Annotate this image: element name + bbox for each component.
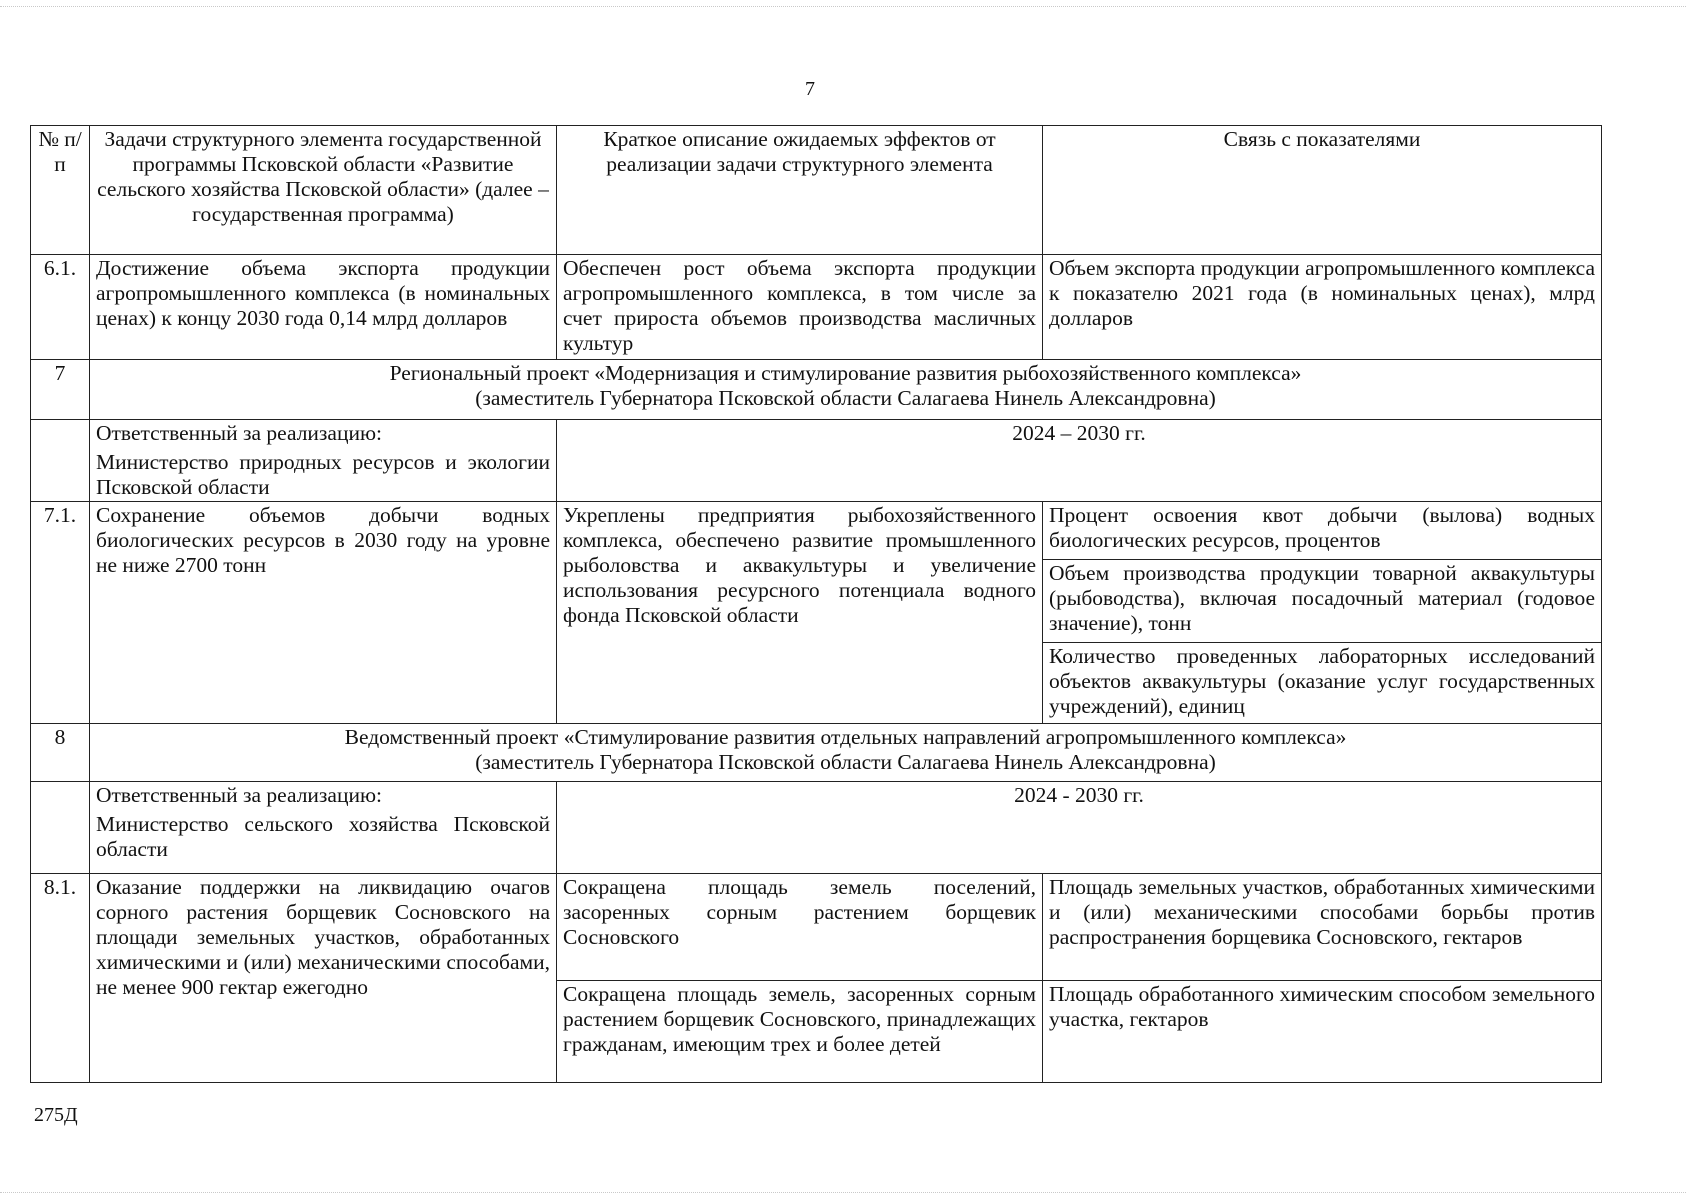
responsible-cell: [90, 420, 557, 502]
table-row-8-1: [31, 874, 1602, 981]
project-row-7: [31, 360, 1602, 420]
scan-edge-top: [0, 6, 1686, 7]
project-curator: (заместитель Губернатора Псковской области Салагаева Нинель Александровна): [475, 386, 1216, 410]
effect-cell: Сокращена площадь земель поселений, засоренных сорным растением борщевик Сосновского: [557, 874, 1043, 981]
indicator-cell: Объем экспорта продукции агропромышленного комплекса к показателю 2021 года (в номинальных ценах), млрд долларов: [1043, 255, 1602, 360]
project-title: Ведомственный проект «Стимулирование развития отдельных направлений агропромышленного комплекса»: [344, 725, 1347, 749]
row-number: 7.1.: [31, 502, 90, 724]
row-number: 8.1.: [31, 874, 90, 1083]
period-cell: 2024 – 2030 гг.: [557, 420, 1602, 502]
indicator-cell: Объем производства продукции товарной аквакультуры (рыбоводства), включая посадочный материал (годовое значение), тонн: [1043, 560, 1602, 643]
header-tasks: Задачи структурного элемента государственной программы Псковской области «Развитие сельского хозяйства Псковской области» (далее – государственная программа): [90, 126, 557, 255]
header-num: № п/п: [31, 126, 90, 255]
responsible-row-8: [31, 782, 1602, 874]
effect-cell: Укреплены предприятия рыбохозяйственного комплекса, обеспечено развитие промышленного рыболовства и аквакультуры и увеличение использования ресурсного потенциала водного фонда Псковской области: [557, 502, 1043, 724]
effect-cell: Обеспечен рост объема экспорта продукции агропромышленного комплекса, в том числе за счет прироста объемов производства масличных культур: [557, 255, 1043, 360]
header-indicators: Связь с показателями: [1043, 126, 1602, 255]
empty-num-cell: [31, 782, 90, 874]
indicator-cell: Процент освоения квот добычи (вылова) водных биологических ресурсов, процентов: [1043, 502, 1602, 560]
responsible-label: Ответственный за реализацию:: [96, 421, 383, 445]
responsible-cell: [90, 782, 557, 874]
document-code: 275Д: [34, 1104, 78, 1126]
tasks-table: [30, 125, 1602, 1083]
project-title: Региональный проект «Модернизация и стимулирование развития рыбохозяйственного комплекса»: [389, 361, 1302, 385]
indicator-cell: Площадь земельных участков, обработанных химическими и (или) механическими способами борьбы против распространения борщевика Сосновского, гектаров: [1043, 874, 1602, 981]
project-title-cell: [90, 360, 1602, 420]
row-number: 8: [31, 724, 90, 782]
scan-edge-bottom: [0, 1192, 1686, 1193]
indicator-cell: Площадь обработанного химическим способом земельного участка, гектаров: [1043, 981, 1602, 1083]
indicator-cell: Количество проведенных лабораторных исследований объектов аквакультуры (оказание услуг государственных учреждений), единиц: [1043, 643, 1602, 724]
row-number: 6.1.: [31, 255, 90, 360]
empty-num-cell: [31, 420, 90, 502]
effect-cell: Сокращена площадь земель, засоренных сорным растением борщевик Сосновского, принадлежащих гражданам, имеющим трех и более детей: [557, 981, 1043, 1083]
task-cell: Достижение объема экспорта продукции агропромышленного комплекса (в номинальных ценах) к концу 2030 года 0,14 млрд долларов: [90, 255, 557, 360]
header-effects: Краткое описание ожидаемых эффектов от реализации задачи структурного элемента: [557, 126, 1043, 255]
project-curator: (заместитель Губернатора Псковской области Салагаева Нинель Александровна): [475, 750, 1216, 774]
responsible-org: Министерство природных ресурсов и экологии Псковской области: [96, 450, 550, 499]
row-number: 7: [31, 360, 90, 420]
responsible-label: Ответственный за реализацию:: [96, 783, 383, 807]
responsible-row-7: [31, 420, 1602, 502]
task-cell: Сохранение объемов добычи водных биологических ресурсов в 2030 году на уровне не ниже 2700 тонн: [90, 502, 557, 724]
table-header-row: [31, 126, 1602, 255]
table-row-6-1: [31, 255, 1602, 360]
period-cell: 2024 - 2030 гг.: [557, 782, 1602, 874]
table-row-7-1: [31, 502, 1602, 560]
page-number: 7: [805, 78, 815, 100]
responsible-org: Министерство сельского хозяйства Псковской области: [96, 812, 550, 861]
project-row-8: [31, 724, 1602, 782]
project-title-cell: [90, 724, 1602, 782]
task-cell: Оказание поддержки на ликвидацию очагов сорного растения борщевик Сосновского на площади земельных участков, обработанных химическими и (или) механическими способами, не менее 900 гектар ежегодно: [90, 874, 557, 1083]
